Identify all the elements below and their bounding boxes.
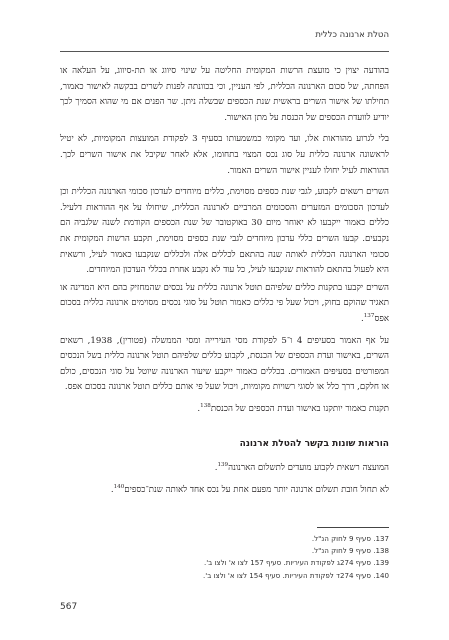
page-number: 567 <box>60 602 78 612</box>
footnote: 137. סעיף 9 לחוק הנ"ל. <box>311 534 389 543</box>
paragraph: השרים יקבעו בתקנות כללים שלפיהם תוטל ארנונה כללית על נכסים שהמחזיק בהם היא המדינה או תאגיד שהוקם בחוק, ויכול שעל פי כללים כאמור תוטל על סוגי נכסים מסוימים ארנונה כללית בסכום אפס$^{137}$. <box>60 282 389 324</box>
footnote-ref: 137 <box>363 313 375 320</box>
footnote-ref: 139 <box>217 462 229 469</box>
paragraph: המועצה רשאית לקבוע מועדים לתשלום הארנונה$^{139}$. <box>214 462 389 474</box>
paragraph: על אף האמור בסעיפים 4 ו־5 לפקודת מסי העירייה ומסי הממשלה (פטורין), 1938, רשאים השרים, באישור ועדת הכספים של הכנסת, לקבוע כללים שלפיהם תוטל ארנונה כללית בשל הנכסים המפורטים בסעיפים האמורים. בכללים כאמור ייקבע שיעור הארנונה שיוטל על סוגי הנכסים, כולם או חלקם, דרך כלל או לסוגי רשויות מקומיות, ויכול שעל פי אותם כללים תוטל ארנונה בסכום אפס. <box>60 335 389 393</box>
footnote: 140. סעיף 274ד לפקודת העיריות. סעיף 154 לצו א' ולצו ב'. <box>203 570 389 580</box>
running-head: הטלת ארנונה כללית <box>315 30 389 40</box>
section-heading: הוראות שונות בקשר להטלת ארנונה <box>239 439 389 450</box>
paragraph: תקנות כאמור יותקנו באישור ועדת הכספים של הכנסת$^{138}$. <box>197 403 389 414</box>
footnotes <box>60 533 389 582</box>
paragraph: השרים רשאים לקבוע, לגבי שנת כספים מסוימת, כללים מיוחדים לעדכון סכומי הארנונה הכללית וכן לעדכון הסכומים המזערים והסכומים המרביים לארנונה הכללית, שיחולו על אף ההוראות דלעיל. כללים כאמור ייקבעו לא יאוחר מיום 30 באוקטובר של שנת הכספים הקודמת לשנה שלגביה הם נקבעים. קבעו השרים כללי עדכון מיוחדים לגבי שנת כספים מסוימת, תקבע הרשות המקומית את סכומי הארנונה הכללית לאותה שנה בהתאם לכללים אלה ולכללים שנקבעו כאמור לעיל, ורשאית היא לפעול בהתאם להוראות שנקבעו לעיל, כל עוד לא נקבע אחרת בכללי העדכון המיוחדים. <box>60 187 389 276</box>
footnote-ref: 138 <box>200 403 211 410</box>
paragraph: לא תחול חובת תשלום ארנונה יותר מפעם אחת על נכס אחד לאותה שנת־כספים$^{140}$. <box>110 483 389 495</box>
footnote-rule <box>317 527 389 528</box>
footnote: 138. סעיף 9 לחוק הנ"ל. <box>311 546 389 556</box>
body-text <box>60 64 389 500</box>
footnote: 139. סעיף 274ג לפקודת העיריות. סעיף 157 לצו א' ולצו ב'. <box>203 558 389 568</box>
footnote-ref: 140 <box>113 483 125 490</box>
paragraph: בהודעה יצוין כי מועצת הרשות המקומית החליטה על שינוי סיווג או תת-סיווג, על העלאה או הפחתה, של סכום הארנונה הכללית, לפי העניין, וכי בכוונתה לפנות לשרים בבקשה לאישור כאמור, תחילתו של אישור השרים בראשית שנת הכספים שבשלה ניתן. שר הפנים אם מי שהוא הסמיך לכך יודיע לוועדת הכספים של הכנסת על מתן האישור. <box>60 66 389 123</box>
header-rule <box>60 51 389 52</box>
paragraph: בלי לגרוע מהוראות אלו, ועד מקומי כמשמעותו בסעיף 3 לפקודת המועצות המקומיות, לא יטיל לראשונה ארנונה כללית על סוג נכס המצוי בתחומו, אלא לאחר שקיבל את אישור השרים לכך. ההוראות לעיל יחולו לעניין אישור השרים האמור. <box>60 134 389 176</box>
